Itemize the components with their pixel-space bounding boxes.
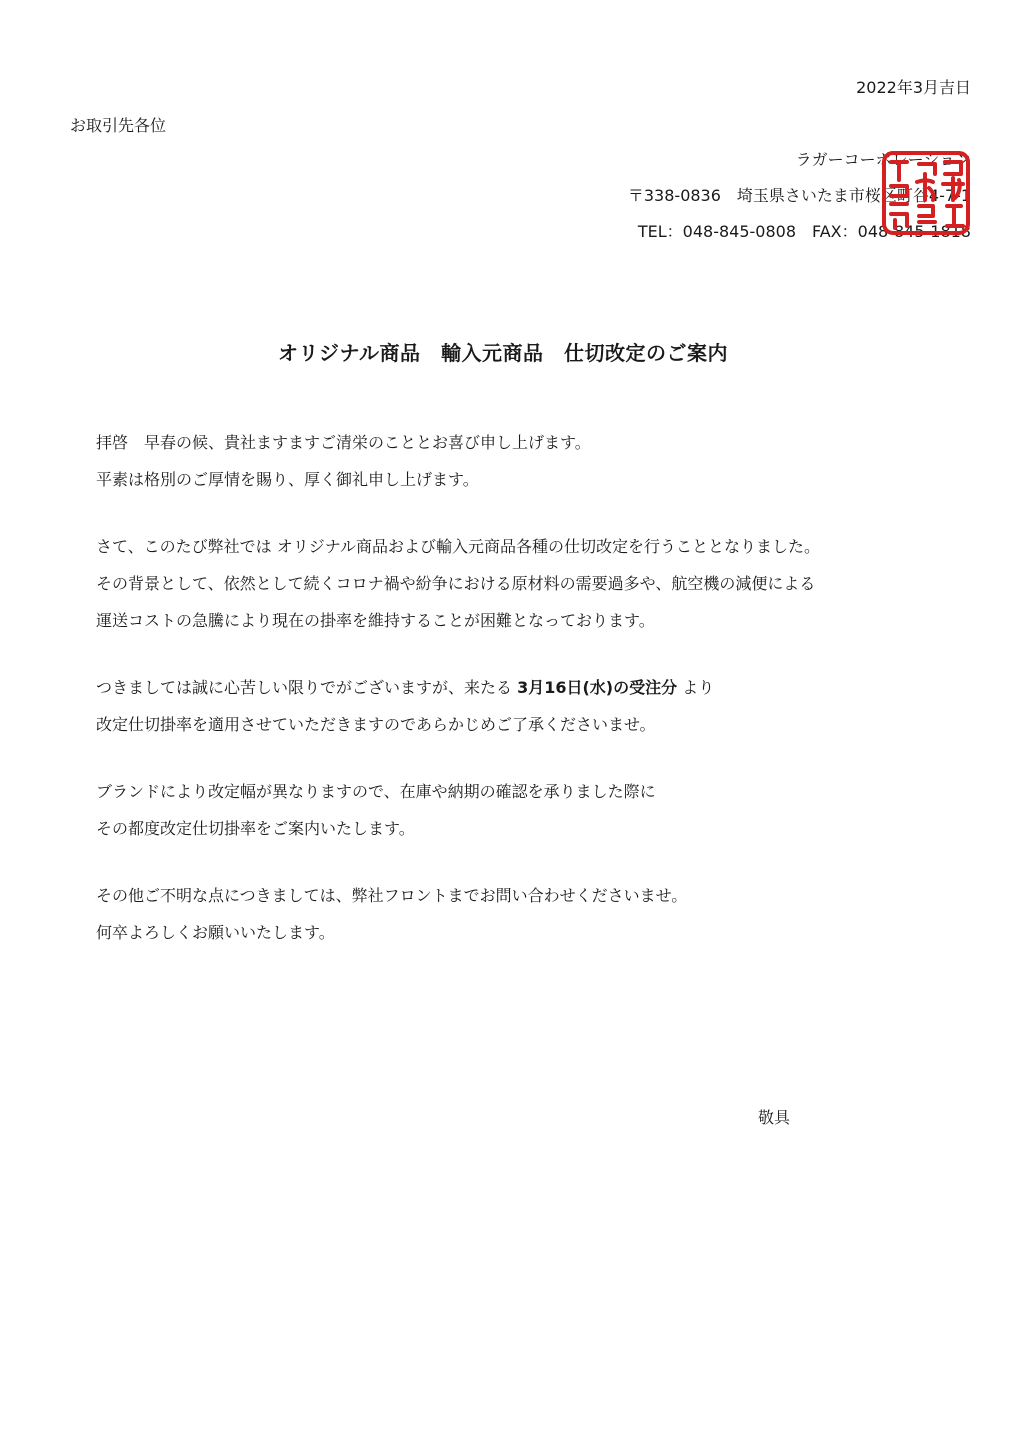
- body-line: 運送コストの急騰により現在の掛率を維持することが困難となっております。: [96, 611, 655, 630]
- body-line: 平素は格別のご厚情を賜り、厚く御礼申し上げます。: [96, 470, 479, 489]
- sender-address: 〒338-0836 埼玉県さいたま市桜区町谷4-7-1: [627, 186, 971, 205]
- body-line: さて、このたび弊社では オリジナル商品および輸入元商品各種の仕切改定を行うこととなりました。: [96, 537, 820, 556]
- body-text: より: [677, 678, 715, 697]
- body-line: その他ご不明な点につきましては、弊社フロントまでお問い合わせくださいませ。: [96, 886, 688, 905]
- body-line: [96, 674, 976, 711]
- body-line: その背景として、依然として続くコロナ禍や紛争における原材料の需要過多や、航空機の減便による: [96, 574, 816, 593]
- body-line: 改定仕切掛率を適用させていただきますのであらかじめご了承くださいませ。: [96, 715, 656, 734]
- recipient: お取引先各位: [70, 116, 167, 135]
- document-date: 2022年3月吉日: [856, 78, 971, 97]
- sender-company: ラガーコーポレーション: [795, 150, 971, 169]
- body-line: 何卒よろしくお願いいたします。: [96, 923, 335, 942]
- body-line: ブランドにより改定幅が異なりますので、在庫や納期の確認を承りました際に: [96, 782, 656, 801]
- body-line: 拝啓 早春の候、貴社ますますご清栄のこととお喜び申し上げます。: [96, 433, 591, 452]
- document-title: オリジナル商品 輸入元商品 仕切改定のご案内: [278, 341, 728, 365]
- company-seal-stamp: [881, 150, 971, 236]
- body-line: その都度改定仕切掛率をご案内いたします。: [96, 819, 415, 838]
- effective-date-emphasis: 3月16日(水)の受注分: [517, 678, 678, 697]
- sender-contact: TEL：048-845-0808 FAX：048-845-1818: [637, 222, 971, 241]
- body-text: つきましては誠に心苦しい限りでがございますが、来たる: [96, 678, 518, 697]
- closing-remark: 敬具: [758, 1108, 791, 1127]
- letter-body: [96, 429, 976, 956]
